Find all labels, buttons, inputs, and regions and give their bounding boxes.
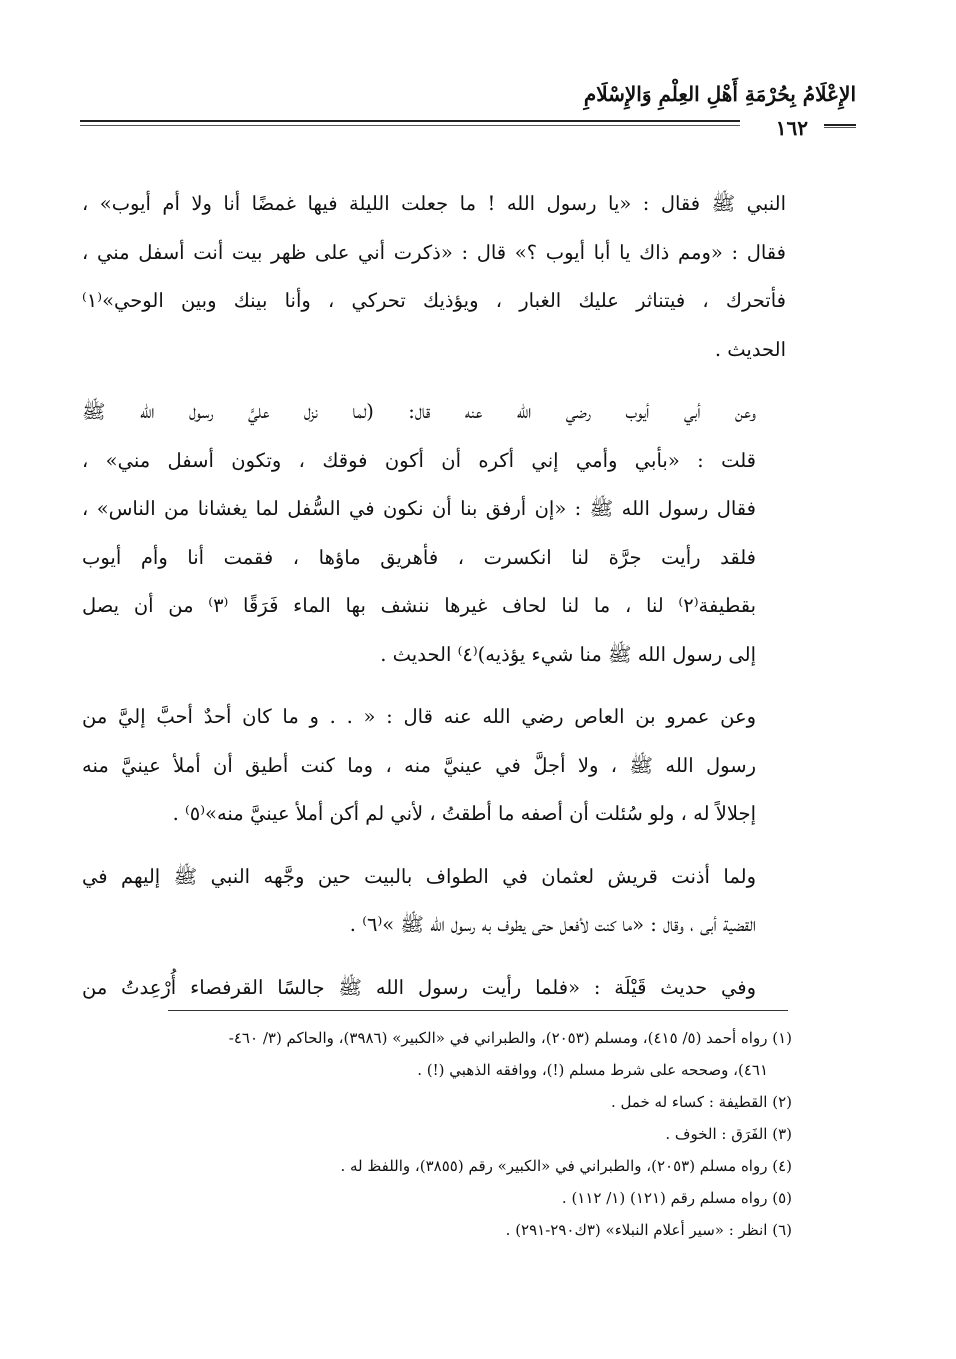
- text-line: إلى رسول الله ﷺ منا شيء يؤذيه)⁽٤⁾ الحديث .: [380, 642, 756, 666]
- text-line: فلقد رأيت جرَّة لنا انكسرت ، فأهريق ماؤها ، فقمت أنا وأم أيوب: [82, 545, 756, 569]
- footnote: (١) رواه أحمد (٥/ ٤١٥)، ومسلم (٢٠٥٣)، والطبراني في «الكبير» (٣٩٨٦)، والحاكم (٣/ ٤٦٠-: [228, 1029, 792, 1047]
- footnote-separator: [168, 1010, 788, 1011]
- text-line: فقال : «ومم ذاك يا أبا أيوب ؟» قال : «ذكرت أني على ظهر بيت أنت أسفل مني ،: [82, 240, 786, 264]
- paragraph: [82, 180, 786, 374]
- page-number: ١٦٢: [768, 116, 816, 140]
- paragraph: [82, 693, 786, 839]
- footnote-continuation: ٤٦١)، وصححه على شرط مسلم (!)، ووافقه الذهبي (!) .: [417, 1061, 768, 1079]
- text-line: وفي حديث قَيْلَة : «فلما رأيت رسول الله ﷺ جالسًا القرفصاء أُرْعِدتُ من: [82, 975, 756, 999]
- paragraph: [82, 853, 786, 950]
- text-line: قلت : «بأبي وأمي إني أكره أن أكون فوقك ، وتكون أسفل مني» ،: [82, 448, 756, 472]
- footnote: (٥) رواه مسلم رقم (١٢١) (١/ ١١٢) .: [561, 1189, 792, 1207]
- header-rule: [80, 120, 740, 126]
- text-line: القضية أبى ، وقال : «ما كنت لأفعل حتى يطوف به رسول الله ﷺ »⁽٦⁾ .: [349, 913, 756, 936]
- text-line: النبي ﷺ فقال : «يا رسول الله ! ما جعلت الليلة فيها غمضًا أنا ولا أم أيوب» ،: [82, 192, 786, 215]
- footnote: (٦) انظر : «سير أعلام النبلاء» (٣ك٢٩٠-٢٩١) .: [505, 1221, 792, 1239]
- footnote: (٤) رواه مسلم (٢٠٥٣)، والطبراني في «الكبير» رقم (٣٨٥٥)، واللفظ له .: [340, 1157, 792, 1175]
- text-line: إجلالاً له ، ولو سُئلت أن أصفه ما أطقتُ ، لأني لم أكن أملأ عينيَّ منه»⁽٥⁾ .: [172, 802, 756, 825]
- text-line: فقال رسول الله ﷺ : «إن أرفق بنا أن نكون في السُّفل لما يغشانا من الناس» ،: [82, 497, 756, 520]
- text-line: فأتحرك ، فيتناثر عليك الغبار ، ويؤذيك تحركي ، وأنا بينك وبين الوحي»⁽١⁾: [82, 289, 786, 312]
- paragraph: [82, 388, 786, 679]
- paragraph: [82, 964, 786, 1013]
- footnote: (٣) الفَرَق : الخوف .: [665, 1125, 792, 1143]
- text-line: وعن عمرو بن العاص رضي الله عنه قال : « . . و ما كان أحدٌ أحبَّ إليَّ من: [82, 705, 756, 728]
- text-line: رسول الله ﷺ ، ولا أجلَّ في عينيَّ منه ، وما كنت أطيق أن أملأ عينيَّ منه: [82, 753, 756, 777]
- running-header-title: الإِعْلَامُ بِحُرْمَةِ أَهْلِ العِلْمِ وَالإِسْلَامِ: [583, 82, 856, 106]
- text-line: وعن أبي أيوب رضي الله عنه قال: (لما نزل عليَّ رسول الله ﷺ: [82, 400, 756, 423]
- text-line: ولما أذنت قريش لعثمان في الطواف بالبيت حين وجَّهه النبي ﷺ إليهم في: [82, 864, 756, 888]
- text-line: الحديث .: [714, 337, 786, 361]
- footnote: (٢) القطيفة : كساء له خمل .: [610, 1093, 792, 1111]
- main-text: [82, 180, 786, 1026]
- footnotes: [82, 1022, 792, 1246]
- text-line: بقطيفة⁽٢⁾ لنا ، ما لنا لحاف غيرها ننشف بها الماء فَرَقًا ⁽٣⁾ من أن يصل: [82, 594, 756, 617]
- page-number-rule: [824, 124, 856, 128]
